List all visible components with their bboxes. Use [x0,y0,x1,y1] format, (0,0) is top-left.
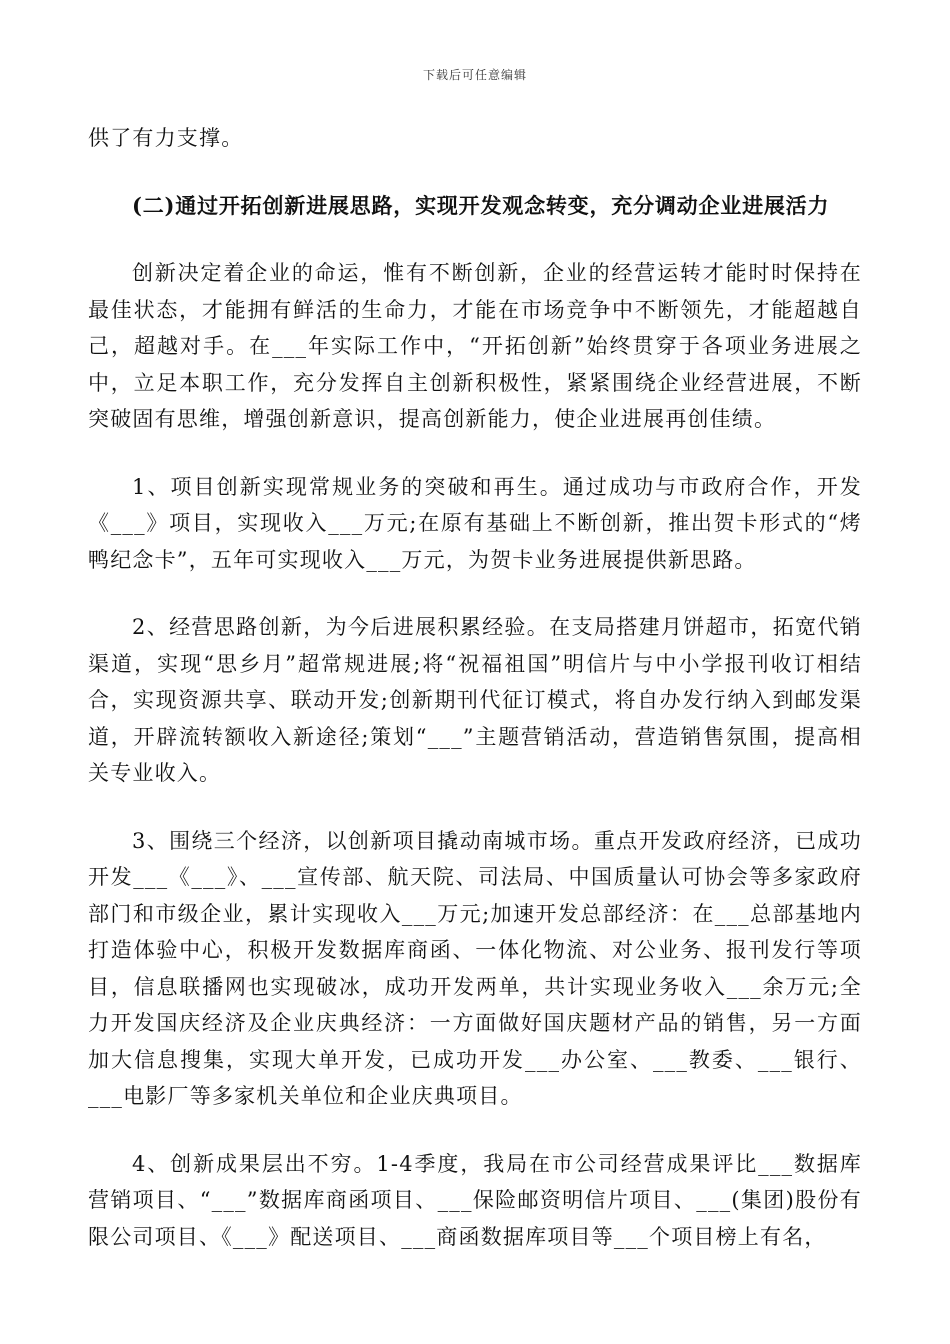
paragraph-gap [88,224,862,255]
paragraph-gap [88,438,862,469]
section-heading: (二)通过开拓创新进展思路，实现开发观念转变，充分调动企业进展活力 [132,192,830,218]
paragraph-gap [88,157,862,188]
paragraph-item-4: 4、创新成果层出不穷。1-4季度，我局在市公司经营成果评比___数据库营销项目、“___”数据库商函项目、___保险邮资明信片项目、___(集团)股份有限公司项目、《___》配送项目、___商函数据库项目等___个项目榜上有名， [88,1151,862,1249]
paragraph-gap [88,578,862,609]
paragraph-gap [88,1115,862,1146]
paragraph-item-2: 2、经营思路创新，为今后进展积累经验。在支局搭建月饼超市，拓宽代销渠道，实现“思乡月”超常规进展;将“祝福祖国”明信片与中小学报刊收订相结合，实现资源共享、联动开发;创新期刊代征订模式，将自办发行纳入到邮发渠道，开辟流转额收入新途径;策划“___”主题营销活动，营造销售氛围，提高相关专业收入。 [88,615,862,785]
paragraph-innovation-intro: 创新决定着企业的命运，惟有不断创新，企业的经营运转才能时时保持在最佳状态，才能拥有鲜活的生命力，才能在市场竞争中不断领先，才能超越自己，超越对手。在___年实际工作中，“开拓创新”始终贯穿于各项业务进展之中，立足本职工作，充分发挥自主创新积极性，紧紧围绕企业经营进展，不断突破固有思维，增强创新意识，提高创新能力，使企业进展再创佳绩。 [88,261,862,431]
header-note: 下载后可任意编辑 [422,68,527,82]
paragraph-item-1: 1、项目创新实现常规业务的突破和再生。通过成功与市政府合作，开发《___》项目，实现收入___万元;在原有基础上不断创新，推出贺卡形式的“烤鸭纪念卡”，五年可实现收入___万元，为贺卡业务进展提供新思路。 [88,474,862,572]
paragraph-continuation: 供了有力支撑。 [88,126,244,150]
paragraph-gap [88,792,862,823]
paragraph-item-3: 3、围绕三个经济，以创新项目撬动南城市场。重点开发政府经济，已成功开发___《___》、___宣传部、航天院、司法局、中国质量认可协会等多家政府部门和市级企业，累计实现收入___万元;加速开发总部经济：在___总部基地内打造体验中心，积极开发数据库商函、一体化物流、对公业务、报刊发行等项目，信息联播网也实现破冰，成功开发两单，共计实现业务收入___余万元;全力开发国庆经济及企业庆典经济：一方面做好国庆题材产品的销售，另一方面加大信息搜集，实现大单开发，已成功开发___办公室、___教委、___银行、___电影厂等多家机关单位和企业庆典项目。 [88,828,862,1108]
document-body [88,120,862,1255]
